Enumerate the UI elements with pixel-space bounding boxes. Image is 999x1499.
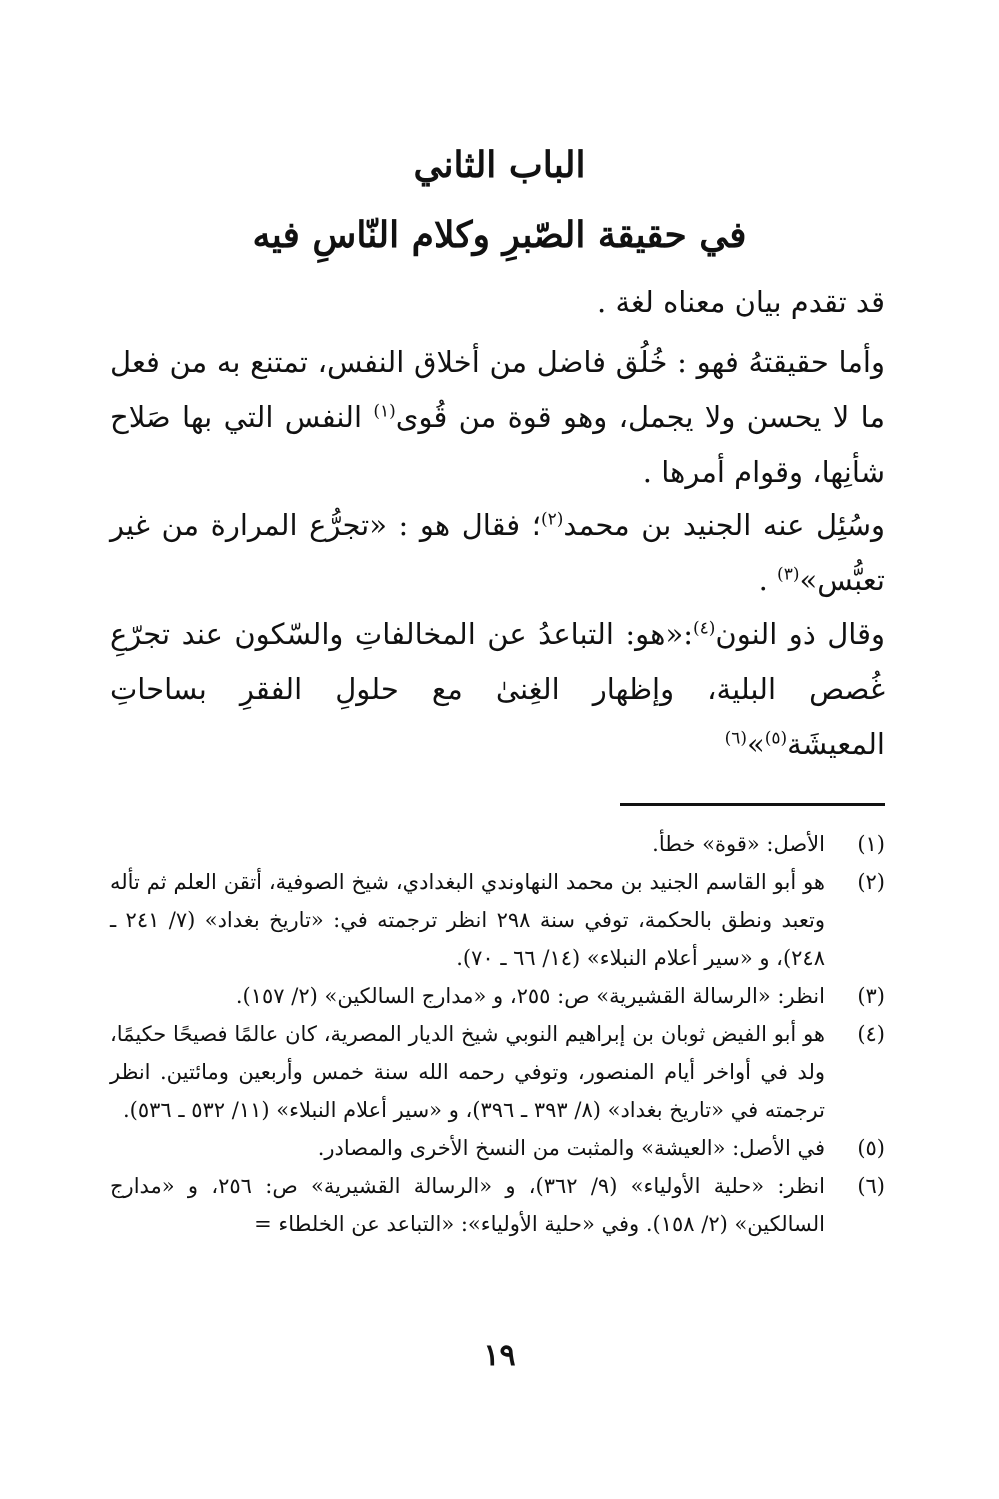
paragraph-2 bbox=[110, 335, 885, 500]
paragraph-4-text-c: » bbox=[747, 727, 765, 761]
footnote-text: في الأصل: «العيشة» والمثبت من النسخ الأخرى والمصادر. bbox=[317, 1136, 825, 1160]
footnote-1 bbox=[110, 825, 885, 863]
paragraph-4-text-a: وقال ذو النون bbox=[715, 617, 885, 651]
chapter-subtitle: في حقيقة الصّبرِ وكلام النّاسِ فيه bbox=[252, 214, 747, 256]
paragraph-3-text-a: وسُئِل عنه الجنيد بن محمد bbox=[563, 508, 886, 542]
page-number: ١٩ bbox=[483, 1338, 516, 1373]
footnote-text: الأصل: «قوة» خطأ. bbox=[652, 832, 825, 856]
footnote-number: (٦) bbox=[857, 1174, 885, 1198]
chapter-title: الباب الثاني bbox=[413, 144, 586, 186]
paragraph-1 bbox=[110, 275, 885, 330]
footnote-text: هو أبو القاسم الجنيد بن محمد النهاوندي البغدادي، شيخ الصوفية، أتقن العلم ثم تأله وتعبد ونطق بالحكمة، توفي سنة ٢٩٨ انظر ترجمته في: «تاريخ بغداد» (٧/ ٢٤١ ـ ٢٤٨)، و «سير أعلام النبلاء» (١٤/ ٦٦ ـ ٧٠). bbox=[110, 870, 825, 970]
footnote-text: انظر: «حلية الأولياء» (٩/ ٣٦٢)، و «الرسالة القشيرية» ص: ٢٥٦، و «مدارج السالكين» (٢/ ١٥٨). وفي «حلية الأولياء»: «التباعد عن الخلطاء = bbox=[110, 1174, 825, 1236]
footnote-number: (٢) bbox=[857, 870, 885, 894]
paragraph-1-text: قد تقدم بيان معناه لغة . bbox=[597, 285, 885, 319]
footnote-6 bbox=[110, 1167, 885, 1243]
paragraph-2-text-a: وأما حقيقتهُ فهو : خُلُق فاضل من أخلاق النفس، تمتنع به من فعل ما لا يحسن ولا يجمل، وهو قوة من قُوى bbox=[110, 345, 885, 434]
footnote-3 bbox=[110, 977, 885, 1015]
footnote-number: (١) bbox=[857, 832, 885, 856]
footnote-ref-3: (٣) bbox=[777, 564, 800, 585]
footnotes-list bbox=[110, 825, 885, 1243]
footnote-text: هو أبو الفيض ثوبان بن إبراهيم النوبي شيخ الديار المصرية، كان عالمًا فصيحًا حكيمًا، ولد في أواخر أيام المنصور، وتوفي رحمه الله سنة خمس وأربعين ومائتين. انظر ترجمته في «تاريخ بغداد» (٨/ ٣٩٣ ـ ٣٩٦)، و «سير أعلام النبلاء» (١١/ ٥٣٢ ـ ٥٣٦). bbox=[110, 1022, 825, 1122]
footnote-number: (٣) bbox=[857, 984, 885, 1008]
footnote-2 bbox=[110, 863, 885, 977]
footnote-divider bbox=[620, 803, 885, 806]
footnote-ref-5: (٥) bbox=[764, 728, 788, 749]
paragraph-4-text-b: :«هو: التباعدُ عن المخالفاتِ والسّكون عند تجرّعِ غُصص البلية، وإظهار الغِنىٰ مع حلولِ الفقرِ بساحاتِ المعيشَة bbox=[110, 617, 885, 761]
paragraph-3 bbox=[110, 498, 885, 608]
paragraph-3-text-b: ؛ فقال هو : «تجرُّع المرارة من غير تعبُّس» bbox=[110, 508, 885, 597]
paragraph-4 bbox=[110, 607, 885, 772]
footnote-5 bbox=[110, 1129, 885, 1167]
paragraph-3-text-c: . bbox=[758, 563, 778, 597]
footnote-ref-4: (٤) bbox=[692, 618, 716, 639]
paragraph-2-text-b: النفس التي بها صَلاح شأنِها، وقوام أمرها . bbox=[110, 400, 885, 489]
footnote-ref-1: (١) bbox=[373, 401, 396, 422]
footnote-number: (٤) bbox=[857, 1022, 885, 1046]
footnote-4 bbox=[110, 1015, 885, 1129]
footnote-number: (٥) bbox=[857, 1136, 885, 1160]
footnote-text: انظر: «الرسالة القشيرية» ص: ٢٥٥، و «مدارج السالكين» (٢/ ١٥٧). bbox=[235, 984, 825, 1008]
footnote-ref-2: (٢) bbox=[540, 509, 564, 530]
footnote-ref-6: (٦) bbox=[724, 728, 747, 749]
